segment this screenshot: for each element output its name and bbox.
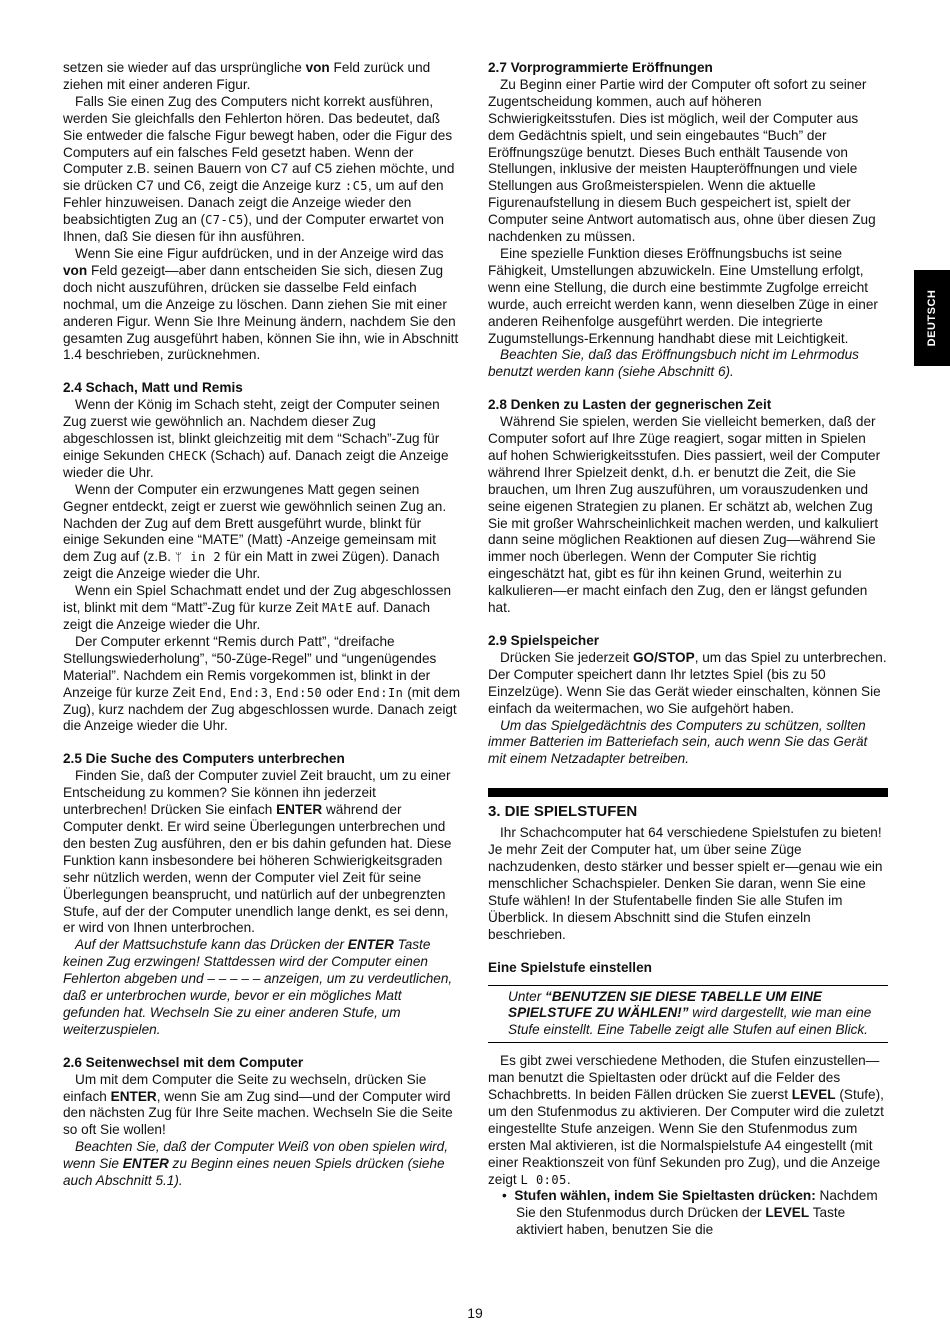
chapter-rule	[488, 788, 888, 797]
section-heading-2-6: 2.6 Seitenwechsel mit dem Computer	[63, 1054, 304, 1070]
subheading-set-level: Eine Spielstufe einstellen	[488, 959, 652, 975]
section-heading-2-8: 2.8 Denken zu Lasten der gegnerischen Zeit	[488, 397, 772, 413]
paragraph-book-note: Beachten Sie, daß das Eröffnungsbuch nicht im Lehrmodus benutzt werden kann (siehe Abschnitt 6).	[488, 347, 859, 380]
section-heading-2-9: 2.9 Spielspeicher	[488, 633, 600, 648]
note-box: Unter “BENUTZEN SIE DIESE TABELLE UM EINE SPIELSTUFE ZU WÄHLEN!” wird dargestellt, wie man eine Stufe einstellt. Eine Tabelle zeigt alle Stufen auf einen Blick.	[488, 985, 888, 1044]
section-heading-2-5: 2.5 Die Suche des Computers unterbrechen	[63, 751, 345, 767]
lcd-readout: End:50	[275, 685, 323, 700]
paragraph-draw: Der Computer erkennt “Remis durch Patt”, “dreifache Stellungswiederholung”, “50-Züge-Regel” und “ungenügendes Material”. Nachdem ein Remis vorgekommen ist, blinkt in der Anzeige für kurze Zeit End, End:3, End:50 oder End:In (mit dem Zug), kurz nachdem der Zug abgeschlossen wurde. Danach zeigt die Anzeige wieder die Uhr.	[63, 633, 461, 734]
paragraph-check: Wenn der König im Schach steht, zeigt der Computer seinen Zug zuerst wie gewöhnlich an. Nachdem dieser Zug abgeschlossen ist, blinkt gleichzeitig mit dem “Schach”-Zug für einige Sekunden CHECK (Schach) auf. Danach zeigt die Anzeige wieder die Uhr.	[63, 397, 449, 480]
right-column	[488, 60, 888, 1239]
paragraph-battery-note: Um das Spielgedächtnis des Computers zu schützen, sollten immer Batterien im Batteriefach sein, auch wenn Sie das Gerät mit einem Netzadapter betreiben.	[488, 717, 868, 767]
paragraph-switch-sides-note: Beachten Sie, daß der Computer Weiß von oben spielen wird, wenn Sie ENTER zu Beginn eines neuen Spiels drücken (siehe auch Abschnitt 5.1).	[63, 1139, 449, 1189]
continued-paragraph: setzen sie wieder auf das ursprüngliche von Feld zurück und ziehen mit einer anderen Figur.	[63, 60, 431, 92]
paragraph-pondering: Während Sie spielen, werden Sie vielleicht bemerken, daß der Computer sofort auf Ihre Züge reagiert, sogar mitten in Spielen auf hohen Schwierigkeitsstufen. Dies passiert, weil der Computer während Ihrer Spielzeit denkt, d.h. er benutzt die Zeit, die Sie brauchen, um Ihren Zug auszuführen, um vorauszudenken und seine eigenen Strategien zu planen. Er schätzt ab, welchen Zug Sie mit großer Wahrscheinlichkeit machen werden, und kalkuliert dann seine möglichen Reaktionen auf diesen Zug—während Sie immer noch überlegen. Wenn der Computer Sie richtig eingeschätzt hat, gibt es für ihn keinen Grund, weiterhin zu kalkulieren—er macht einfach den Zug, den er längst gefunden hat.	[488, 414, 881, 616]
section-heading-2-7: 2.7 Vorprogrammierte Eröffnungen	[488, 60, 713, 75]
paragraph-opening-book: Zu Beginn einer Partie wird der Computer oft sofort zu seiner Zugentscheidung kommen, auch auf höheren Schwierigkeitsstufen. Dies ist möglich, weil der Computer aus dem Gedächtnis spielt, und sein eingebautes “Buch” der Eröffnungszüge benutzt. Dieses Buch enthält Tausende von Stellungen, inklusive der meisten Haupteröffnungen und viele Stellungen aus Großmeisterspielen. Wenn die aktuelle Figurenaufstellung in diesem Buch gespeichert ist, spielt der Computer seine Antwort automatisch aus, ohne über diesen Zug nachdenken zu müssen.	[488, 76, 876, 245]
lcd-readout: MAtE	[322, 601, 353, 616]
lcd-readout: End	[199, 685, 223, 700]
lcd-readout: CHECK	[168, 448, 207, 463]
lcd-readout: :C5	[344, 179, 369, 194]
paragraph-cancel-move: Wenn Sie eine Figur aufdrücken, und in der Anzeige wird das von Feld gezeigt—aber dann entscheiden Sie sich, diesen Zug doch nicht auszuführen, drücken sie dasselbe Feld einfach nochmal, um die Anzeige zu löschen. Dann ziehen Sie mit einer anderen Figur. Wenn Sie Ihre Meinung ändern, nachdem Sie den gesamten Zug ausgeführt haben, können Sie ihn, wie in Abschnitt 1.4 beschrieben, zurücknehmen.	[63, 245, 459, 363]
lcd-readout: ᛘ in 2	[174, 550, 222, 565]
paragraph-error-tone: Falls Sie einen Zug des Computers nicht korrekt ausführen, werden Sie gleichfalls den Fehlerton hören. Das bedeutet, daß Sie entweder die falsche Figur bewegt haben, oder die Figur des Computers auf ein falsches Feld gesetzt haben. Wenn der Computer z.B. seinen Bauern von C7 auf C5 ziehen möchte, und sie drücken C7 und C6, zeigt die Anzeige kurz :C5, um auf den Fehler hinzuweisen. Danach zeigt die Anzeige wieder den beabsichtigten Zug an (C7-C5), und der Computer erwartet von Ihnen, daß Sie diesen für ihn ausführen.	[63, 93, 455, 245]
lcd-readout: C7-C5	[205, 213, 244, 228]
language-side-tab: DEUTSCH	[914, 270, 950, 366]
lcd-readout: End:3	[229, 685, 269, 700]
paragraph-interrupt: Finden Sie, daß der Computer zuviel Zeit braucht, um zu einer Entscheidung zu kommen? Sie können ihn jederzeit unterbrechen! Drücken Sie einfach ENTER während der Computer denkt. Er wird seine Überlegungen unterbrechen und den besten Zug ausführen, den er bis dahin gefunden hat. Diese Funktion kann insbesondere bei höheren Schwierigkeitsgraden sehr nützlich werden, wenn der Computer viel Zeit für seine Überlegungen beansprucht, und natürlich auf der unbegrenzten Stufe, auf der der Computer unendlich lange denkt, es sei denn, er wird von Ihnen unterbrochen.	[63, 768, 452, 936]
paragraph-mate: Wenn der Computer ein erzwungenes Matt gegen seinen Gegner entdeckt, zeigt er zuerst wie gewöhnlich seinen Zug an. Nachden der Zug auf dem Brett ausgeführt wurde, blinkt für einige Sekunden eine “MATE” (Matt) -Anzeige gemeinsam mit dem Zug auf (z.B. ᛘ in 2 für ein Matt in zwei Zügen). Danach zeigt die Anzeige wieder die Uhr.	[63, 481, 447, 582]
chapter-heading-3: 3. DIE SPIELSTUFEN	[488, 803, 638, 821]
bullet-item: • Stufen wählen, indem Sie Spieltasten drücken: Nachdem Sie den Stufenmodus durch Drücken der LEVEL Taste aktiviert haben, benutzen Sie die	[502, 1188, 878, 1238]
paragraph-transpositions: Eine spezielle Funktion dieses Eröffnungsbuchs ist seine Fähigkeit, Umstellungen abzuwickeln. Eine Umstellung erfolgt, wenn eine Stellung, die durch eine bestimmte Zugfolge erreicht wurde, auch erreicht werden kann, wenn dieselben Züge in einer anderen Reihenfolge ausgeführt werden. Die integrierte Zugumstellungs-Erkennung handhabt diese mit Leichtigkeit.	[488, 245, 878, 346]
paragraph-set-level: Es gibt zwei verschiedene Methoden, die Stufen einzustellen—man benutzt die Spieltasten oder drückt auf die Felder des Schachbretts. In beiden Fällen drücken Sie zuerst LEVEL (Stufe), um den Stufenmodus zu aktivieren. Der Computer wird die zuletzt eingestellte Stufe anzeigen. Wenn Sie den Stufenmodus zum ersten Mal aktivieren, ist die Normalspielstufe A4 eingestellt (mit einer Reaktionszeit von fünf Sekunden pro Zug), und die Anzeige zeigt L 0:05.	[488, 1053, 884, 1187]
paragraph-game-memory: Drücken Sie jederzeit GO/STOP, um das Spiel zu unterbrechen. Der Computer speichert dann Ihr letztes Spiel (bis zu 50 Einzelzüge). Wenn Sie das Gerät wieder einschalten, können Sie einfach da weitermachen, wo Sie aufgehört haben.	[488, 649, 887, 716]
lcd-readout: End:In	[357, 685, 404, 700]
page-number: 19	[467, 1305, 483, 1321]
left-column	[63, 60, 461, 1190]
paragraph-mate-search-note: Auf der Mattsuchstufe kann das Drücken der ENTER Taste keinen Zug erzwingen! Stattdessen wird der Computer einen Fehlerton abgeben und – – – – – anzeigen, um zu verdeutlichen, daß er unterbrochen wurde, bevor er ein mögliches Matt gefunden hat. Wechseln Sie zu einer anderen Stufe, um weiterzuspielen.	[63, 937, 453, 1037]
section-heading-2-4: 2.4 Schach, Matt und Remis	[63, 380, 243, 396]
lcd-readout: L 0:05	[520, 1172, 567, 1187]
paragraph-levels-intro: Ihr Schachcomputer hat 64 verschiedene Spielstufen zu bieten! Je mehr Zeit der Computer hat, um über seine Züge nachzudenken, desto stärker und besser spielt er—genau wie ein menschlicher Schachspieler. Denken Sie daran, wenn Sie eine Stufe wählen! In der Stufentabelle finden Sie alle Stufen im Überblick. In diesem Abschnitt sind die Stufen einzeln beschrieben.	[488, 825, 883, 942]
paragraph-checkmate: Wenn ein Spiel Schachmatt endet und der Zug abgeschlossen ist, blinkt mit dem “Matt”-Zug für kurze Zeit MAtE auf. Danach zeigt die Anzeige wieder die Uhr.	[63, 583, 452, 632]
paragraph-switch-sides: Um mit dem Computer die Seite zu wechseln, drücken Sie einfach ENTER, wenn Sie am Zug sind—und der Computer wird den nächsten Zug für Ihre Seite machen. Wechseln Sie die Seite so oft Sie wollen!	[63, 1071, 453, 1138]
